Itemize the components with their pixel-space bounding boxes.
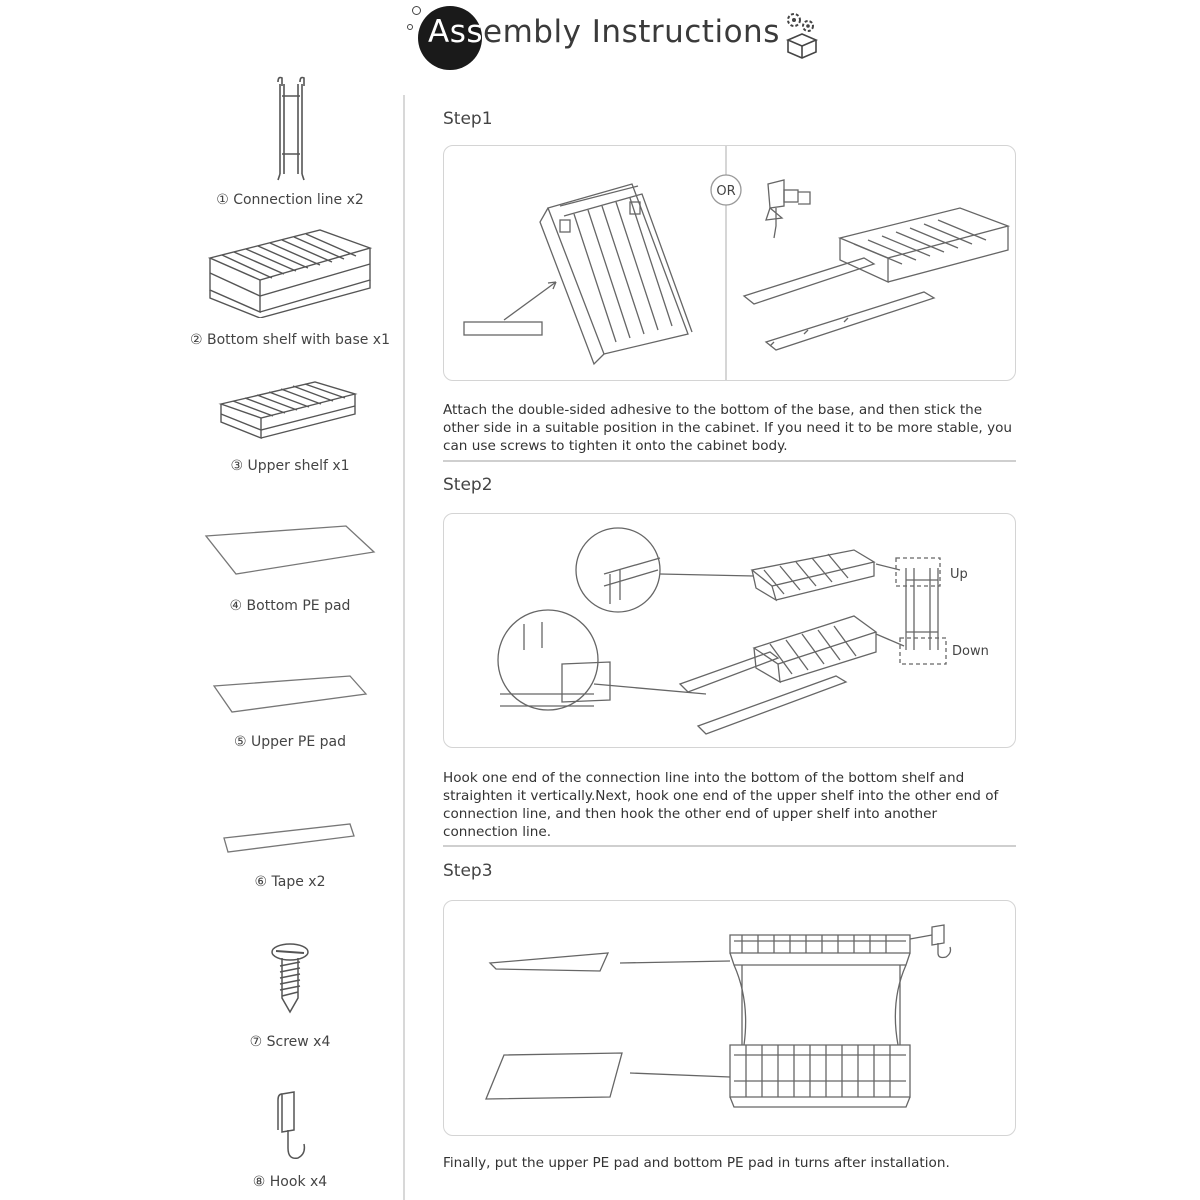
step-2-diagram bbox=[444, 514, 1016, 748]
connection-line-icon bbox=[260, 74, 320, 184]
step-title: Step2 bbox=[443, 475, 493, 495]
part-label: ④ Bottom PE pad bbox=[229, 598, 351, 614]
column-divider bbox=[403, 95, 405, 1200]
part-label: ① Connection line x2 bbox=[216, 192, 364, 208]
part-label: ⑥ Tape x2 bbox=[254, 874, 326, 890]
section-divider bbox=[443, 460, 1016, 462]
or-label: OR bbox=[716, 184, 736, 199]
tape-icon bbox=[220, 820, 360, 860]
gears-box-icon bbox=[782, 10, 822, 60]
step-2-illustration bbox=[443, 513, 1016, 748]
part-connection-line bbox=[180, 74, 400, 208]
part-label: ⑧ Hook x4 bbox=[252, 1174, 328, 1190]
hook-icon bbox=[260, 1086, 320, 1166]
bottom-shelf-icon bbox=[200, 218, 380, 318]
part-hook bbox=[180, 1086, 400, 1190]
part-label: ⑤ Upper PE pad bbox=[234, 734, 346, 750]
part-tape bbox=[180, 820, 400, 890]
page-title: Assembly Instructions bbox=[428, 14, 780, 50]
step-1-diagram bbox=[444, 146, 1016, 381]
step-description: Finally, put the upper PE pad and bottom PE pad in turns after installation. bbox=[443, 1155, 950, 1171]
up-label: Up bbox=[950, 567, 968, 582]
step-title: Step3 bbox=[443, 861, 493, 881]
part-label: ⑦ Screw x4 bbox=[249, 1034, 331, 1050]
step-3-illustration bbox=[443, 900, 1016, 1136]
step-description: Attach the double-sided adhesive to the bottom of the base, and then stick the other side in a suitable position in the cabinet. If you need it to be more stable, you can use screws to tighten it onto the cabinet body. bbox=[443, 402, 1013, 454]
bottom-pe-pad-icon bbox=[200, 522, 380, 580]
part-screw bbox=[180, 940, 400, 1050]
part-upper-shelf bbox=[180, 376, 400, 474]
part-bottom-shelf bbox=[180, 218, 400, 348]
screw-icon bbox=[260, 940, 320, 1016]
part-label: ③ Upper shelf x1 bbox=[230, 458, 350, 474]
upper-pe-pad-icon bbox=[210, 672, 370, 720]
part-upper-pe-pad bbox=[180, 672, 400, 750]
page-header bbox=[400, 0, 840, 78]
bubble-icon bbox=[407, 24, 413, 30]
part-label: ② Bottom shelf with base x1 bbox=[189, 332, 391, 348]
upper-shelf-icon bbox=[215, 376, 365, 444]
step-3-diagram bbox=[444, 901, 1016, 1136]
bubble-icon bbox=[412, 6, 421, 15]
part-bottom-pe-pad bbox=[180, 522, 400, 614]
step-description: Hook one end of the connection line into the bottom of the bottom shelf and straighten it vertically.Next, hook one end of the upper shelf into the other end of connection line, and then hook the other end of upper shelf into another connection line. bbox=[443, 770, 999, 840]
section-divider bbox=[443, 845, 1016, 847]
step-1-illustration bbox=[443, 145, 1016, 381]
step-title: Step1 bbox=[443, 109, 493, 129]
down-label: Down bbox=[952, 644, 989, 659]
